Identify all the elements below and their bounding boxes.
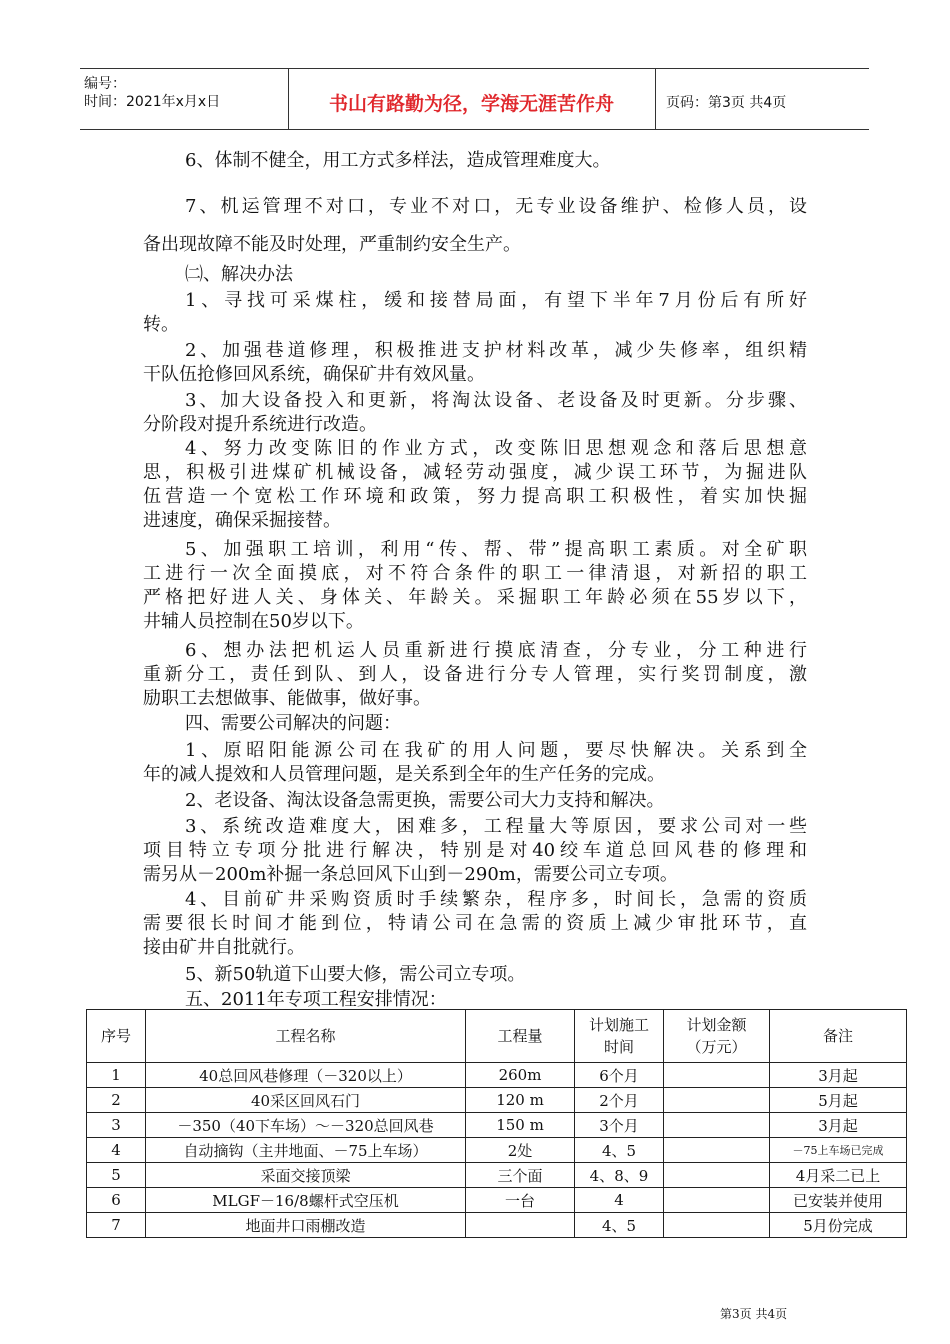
paragraph bbox=[143, 739, 807, 787]
header-divider bbox=[655, 69, 656, 129]
paragraph-line: 工进行一次全面摸底，对不符合条件的职工一律清退，对新招的职工 bbox=[143, 563, 807, 584]
col-header-quantity: 工程量 bbox=[466, 1010, 575, 1063]
cell-note: 4月采二已上 bbox=[770, 1163, 907, 1188]
cell-schedule: 2个月 bbox=[575, 1088, 664, 1113]
paragraph-line: 需要很长时间才能到位，特请公司在急需的资质上减少审批环节，直 bbox=[143, 913, 807, 934]
project-table bbox=[86, 1009, 907, 1238]
page-header bbox=[80, 68, 869, 130]
table-header-row bbox=[87, 1010, 907, 1063]
cell-name: 地面井口雨棚改造 bbox=[146, 1213, 466, 1238]
paragraph-line: 井辅人员控制在50岁以下。 bbox=[143, 611, 364, 632]
table-body bbox=[87, 1063, 907, 1238]
cell-note: －75上车场已完成 bbox=[770, 1138, 907, 1163]
paragraph-line: 4、努力改变陈旧的作业方式，改变陈旧思想观念和落后思想意 bbox=[185, 438, 807, 459]
paragraph-line: ㈡、解决办法 bbox=[185, 264, 293, 285]
paragraph bbox=[143, 639, 807, 711]
paragraph bbox=[143, 789, 807, 813]
header-number: 编号： bbox=[84, 76, 126, 92]
cell-amount bbox=[664, 1213, 770, 1238]
table-row bbox=[87, 1063, 907, 1088]
paragraph-line: 2、加强巷道修理，积极推进支护材料改革，减少失修率，组织精 bbox=[185, 340, 807, 361]
paragraph-line: 严格把好进人关、身体关、年龄关。采掘职工年龄必须在55岁以下， bbox=[143, 587, 807, 608]
cell-amount bbox=[664, 1138, 770, 1163]
cell-index: 5 bbox=[87, 1163, 146, 1188]
paragraph-line: 干队伍抢修回风系统，确保矿井有效风量。 bbox=[143, 364, 485, 385]
cell-quantity: 2处 bbox=[466, 1138, 575, 1163]
cell-index: 2 bbox=[87, 1088, 146, 1113]
cell-quantity: 260m bbox=[466, 1063, 575, 1088]
paragraph bbox=[143, 149, 807, 173]
cell-amount bbox=[664, 1063, 770, 1088]
table-row bbox=[87, 1213, 907, 1238]
paragraph-line: 5、新50轨道下山要大修，需公司立专项。 bbox=[185, 964, 526, 985]
paragraph bbox=[143, 815, 807, 887]
paragraph-line: 思，积极引进煤矿机械设备，减轻劳动强度，减少误工环节，为掘进队 bbox=[143, 462, 807, 483]
cell-schedule: 4、5 bbox=[575, 1213, 664, 1238]
paragraph-line: 2、老设备、淘汰设备急需更换，需要公司大力支持和解决。 bbox=[185, 790, 665, 811]
paragraph-line: 3、加大设备投入和更新，将淘汰设备、老设备及时更新。分步骤、 bbox=[185, 390, 807, 411]
col-header-index: 序号 bbox=[87, 1010, 146, 1063]
paragraph bbox=[143, 963, 807, 987]
cell-amount bbox=[664, 1088, 770, 1113]
paragraph-line: 1、原昭阳能源公司在我矿的用人问题，要尽快解决。关系到全 bbox=[185, 740, 807, 761]
header-page-number: 页码：第3页 共4页 bbox=[666, 95, 787, 111]
paragraph-line: 3、系统改造难度大，困难多，工程量大等原因，要求公司对一些 bbox=[185, 816, 807, 837]
paragraph-line: 1、寻找可采煤柱，缓和接替局面，有望下半年7月份后有所好 bbox=[185, 290, 807, 311]
paragraph bbox=[143, 289, 807, 337]
paragraph-line: 需另从－200m补掘一条总回风下山到－290m，需要公司立专项。 bbox=[143, 864, 678, 885]
header-motto: 书山有路勤为径，学海无涯苦作舟 bbox=[328, 93, 614, 115]
cell-quantity: 一台 bbox=[466, 1188, 575, 1213]
paragraph-line: 4、目前矿井采购资质时手续繁杂，程序多，时间长，急需的资质 bbox=[185, 889, 807, 910]
cell-note: 5月起 bbox=[770, 1088, 907, 1113]
page-footer: 第3页 共4页 bbox=[720, 1307, 788, 1321]
cell-schedule: 4、8、9 bbox=[575, 1163, 664, 1188]
cell-name: MLGF－16/8螺杆式空压机 bbox=[146, 1188, 466, 1213]
table-row bbox=[87, 1088, 907, 1113]
cell-note: 3月起 bbox=[770, 1113, 907, 1138]
paragraph-line: 进速度，确保采掘接替。 bbox=[143, 510, 341, 531]
paragraph bbox=[143, 712, 807, 736]
cell-schedule: 6个月 bbox=[575, 1063, 664, 1088]
paragraph-line: 项目特立专项分批进行解决，特别是对40绞车道总回风巷的修理和 bbox=[143, 840, 807, 861]
cell-name: 采面交接顶梁 bbox=[146, 1163, 466, 1188]
cell-quantity: 150 m bbox=[466, 1113, 575, 1138]
cell-amount bbox=[664, 1163, 770, 1188]
cell-index: 3 bbox=[87, 1113, 146, 1138]
paragraph-line: 伍营造一个宽松工作环境和政策，努力提高职工积极性，着实加快掘 bbox=[143, 486, 807, 507]
paragraph-line: 7、机运管理不对口，专业不对口，无专业设备维护、检修人员，设 bbox=[185, 196, 807, 217]
paragraph bbox=[143, 339, 807, 387]
cell-index: 7 bbox=[87, 1213, 146, 1238]
cell-index: 1 bbox=[87, 1063, 146, 1088]
paragraph-line: 励职工去想做事、能做事，做好事。 bbox=[143, 688, 431, 709]
col-header-schedule: 计划施工时间 bbox=[575, 1010, 664, 1063]
cell-note: 3月起 bbox=[770, 1063, 907, 1088]
paragraph-line: 接由矿井自批就行。 bbox=[143, 937, 305, 958]
paragraph-line: 6、体制不健全，用工方式多样法，造成管理难度大。 bbox=[185, 150, 611, 171]
paragraph bbox=[143, 437, 807, 533]
cell-schedule: 3个月 bbox=[575, 1113, 664, 1138]
paragraph-line: 重新分工，责任到队、到人，设备进行分专人管理，实行奖罚制度，激 bbox=[143, 664, 807, 685]
table-row bbox=[87, 1138, 907, 1163]
paragraph-line: 转。 bbox=[143, 314, 179, 335]
paragraph bbox=[143, 389, 807, 437]
cell-schedule: 4、5 bbox=[575, 1138, 664, 1163]
paragraph-line: 备出现故障不能及时处理，严重制约安全生产。 bbox=[143, 234, 521, 255]
cell-amount bbox=[664, 1113, 770, 1138]
paragraph bbox=[143, 188, 807, 264]
cell-quantity bbox=[466, 1213, 575, 1238]
col-header-amount: 计划金额（万元） bbox=[664, 1010, 770, 1063]
paragraph-line: 6、想办法把机运人员重新进行摸底清查，分专业，分工种进行 bbox=[185, 640, 807, 661]
paragraph-line: 四、需要公司解决的问题： bbox=[185, 713, 401, 734]
header-time: 时间：2021年x月x日 bbox=[84, 94, 221, 110]
table-row bbox=[87, 1113, 907, 1138]
paragraph-line: 5、加强职工培训，利用“传、帮、带”提高职工素质。对全矿职 bbox=[185, 539, 807, 560]
cell-schedule: 4 bbox=[575, 1188, 664, 1213]
cell-index: 4 bbox=[87, 1138, 146, 1163]
cell-note: 5月份完成 bbox=[770, 1213, 907, 1238]
paragraph bbox=[143, 263, 807, 287]
cell-quantity: 120 m bbox=[466, 1088, 575, 1113]
paragraph-line: 五、2011年专项工程安排情况： bbox=[185, 989, 447, 1010]
cell-name: －350（40下车场）～－320总回风巷 bbox=[146, 1113, 466, 1138]
cell-name: 40总回风巷修理（－320以上） bbox=[146, 1063, 466, 1088]
col-header-name: 工程名称 bbox=[146, 1010, 466, 1063]
cell-quantity: 三个面 bbox=[466, 1163, 575, 1188]
paragraph bbox=[143, 538, 807, 634]
cell-index: 6 bbox=[87, 1188, 146, 1213]
col-header-note: 备注 bbox=[770, 1010, 907, 1063]
cell-name: 自动摘钩（主井地面、－75上车场） bbox=[146, 1138, 466, 1163]
table-row bbox=[87, 1163, 907, 1188]
table-row bbox=[87, 1188, 907, 1213]
cell-name: 40采区回风石门 bbox=[146, 1088, 466, 1113]
header-meta bbox=[84, 75, 284, 111]
paragraph-line: 分阶段对提升系统进行改造。 bbox=[143, 414, 377, 435]
paragraph-line: 年的减人提效和人员管理问题，是关系到全年的生产任务的完成。 bbox=[143, 764, 665, 785]
paragraph bbox=[143, 888, 807, 960]
cell-amount bbox=[664, 1188, 770, 1213]
cell-note: 已安装并使用 bbox=[770, 1188, 907, 1213]
